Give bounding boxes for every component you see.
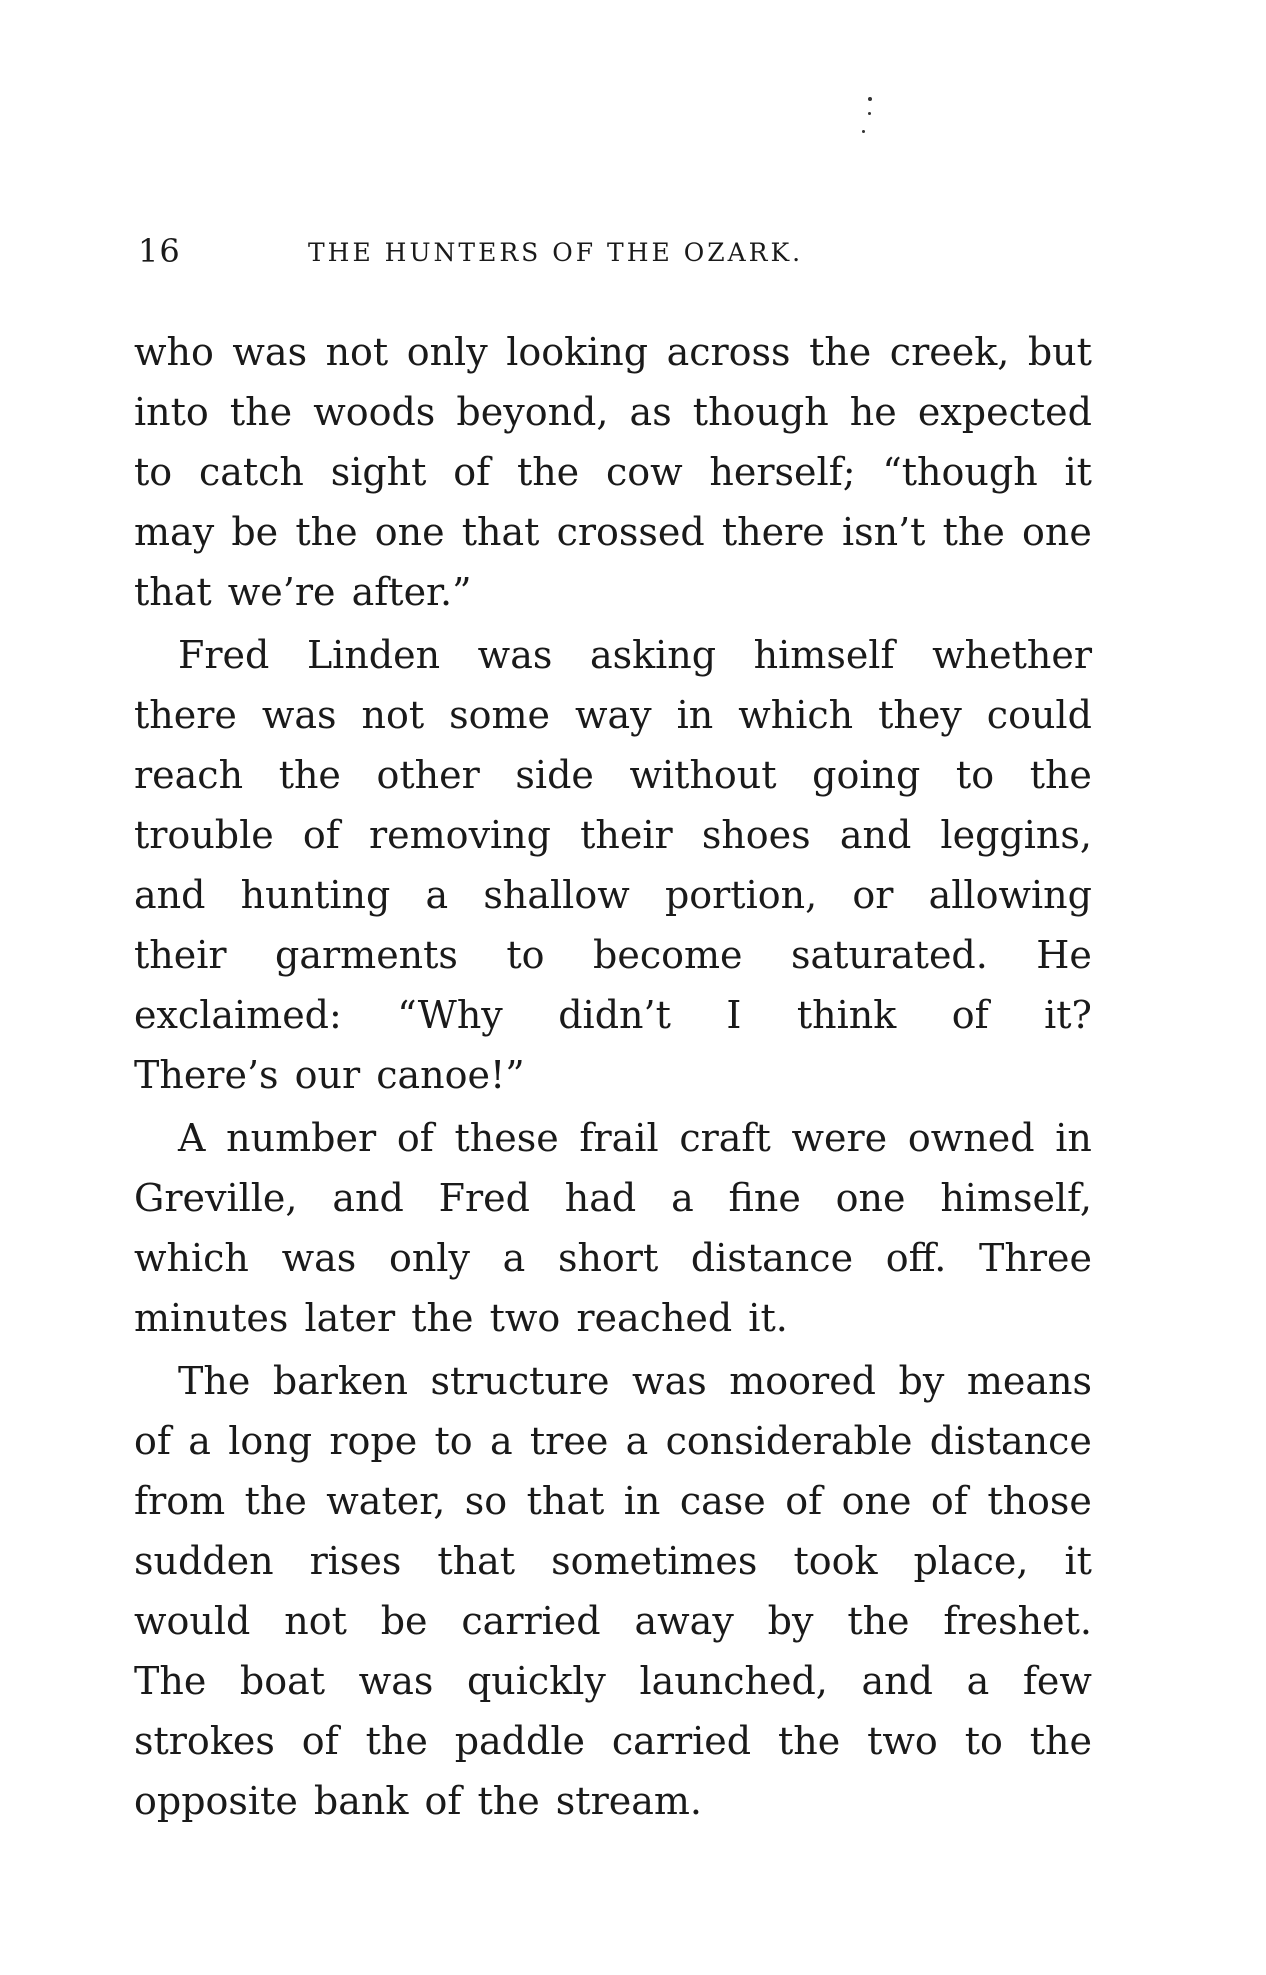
- word: isn’t: [841, 510, 926, 554]
- text-line: There’s our canoe!”: [134, 1053, 525, 1097]
- word: to: [955, 753, 995, 797]
- word: reach: [134, 753, 244, 797]
- word: though: [692, 390, 829, 434]
- print-speck: [868, 97, 872, 101]
- word: the: [778, 1719, 841, 1763]
- word: himself: [753, 633, 895, 677]
- word: exclaimed:: [134, 993, 342, 1037]
- word: there: [721, 510, 825, 554]
- word: in: [676, 693, 714, 737]
- word: the: [1029, 1719, 1092, 1763]
- word: of: [301, 1719, 339, 1763]
- text-line: [134, 865, 1092, 925]
- paragraph: [134, 322, 1092, 622]
- word: he: [849, 390, 897, 434]
- text-line: [134, 1108, 1092, 1168]
- word: going: [812, 753, 921, 797]
- word: quickly: [466, 1659, 606, 1703]
- text-line: [134, 985, 1092, 1045]
- word: a: [625, 1419, 649, 1463]
- word: a: [489, 1419, 513, 1463]
- text-line: [134, 322, 1092, 382]
- word: I: [726, 993, 742, 1037]
- word: carried: [461, 1599, 601, 1643]
- text-line: [134, 805, 1092, 865]
- word: distance: [690, 1236, 854, 1280]
- word: himself,: [940, 1176, 1092, 1220]
- word: one: [835, 1176, 906, 1220]
- text-line: [134, 1711, 1092, 1771]
- word: of: [785, 1479, 823, 1523]
- word: their: [134, 933, 227, 977]
- word: beyond,: [456, 390, 609, 434]
- word: number: [226, 1116, 377, 1160]
- word: the: [278, 753, 341, 797]
- text-line: [134, 1531, 1092, 1591]
- word: off.: [885, 1236, 947, 1280]
- word: A: [178, 1116, 206, 1160]
- word: “though: [882, 450, 1038, 494]
- word: few: [1022, 1659, 1092, 1703]
- word: there: [134, 693, 237, 737]
- word: was: [232, 330, 308, 374]
- word: He: [1036, 933, 1092, 977]
- word: rises: [309, 1539, 402, 1583]
- text-line: [134, 1651, 1092, 1711]
- word: paddle: [454, 1719, 585, 1763]
- word: of: [453, 450, 491, 494]
- word: it: [1064, 1539, 1092, 1583]
- word: not: [361, 693, 425, 737]
- word: which: [738, 693, 854, 737]
- word: freshet.: [943, 1599, 1092, 1643]
- word: crossed: [556, 510, 705, 554]
- word: as: [629, 390, 672, 434]
- word: not: [325, 330, 389, 374]
- text-line: [134, 1228, 1092, 1288]
- word: removing: [369, 813, 551, 857]
- word: of: [302, 813, 340, 857]
- word: long: [228, 1419, 313, 1463]
- word: owned: [907, 1116, 1035, 1160]
- text-line: [134, 1471, 1092, 1531]
- word: The: [134, 1659, 207, 1703]
- word: the: [1029, 753, 1092, 797]
- word: barken: [272, 1359, 408, 1403]
- word: didn’t: [558, 993, 671, 1037]
- word: but: [1027, 330, 1092, 374]
- word: of: [396, 1116, 434, 1160]
- word: had: [564, 1176, 637, 1220]
- page-number: 16: [138, 232, 181, 270]
- text-line: [134, 502, 1092, 562]
- word: it: [1064, 450, 1092, 494]
- word: and: [332, 1176, 404, 1220]
- word: be: [380, 1599, 428, 1643]
- word: a: [425, 873, 449, 917]
- word: of: [134, 1419, 171, 1463]
- word: catch: [198, 450, 304, 494]
- word: water,: [326, 1479, 446, 1523]
- word: Linden: [306, 633, 441, 677]
- paragraph: [134, 625, 1092, 1105]
- running-title: THE HUNTERS OF THE OZARK.: [308, 238, 804, 267]
- word: tree: [529, 1419, 609, 1463]
- word: was: [477, 633, 553, 677]
- word: was: [358, 1659, 434, 1703]
- text-line: minutes later the two reached it.: [134, 1296, 788, 1340]
- text-line: [134, 382, 1092, 442]
- word: asking: [589, 633, 717, 677]
- word: garments: [275, 933, 458, 977]
- word: leggins,: [940, 813, 1092, 857]
- word: be: [231, 510, 279, 554]
- word: only: [388, 1236, 470, 1280]
- word: which: [134, 1236, 249, 1280]
- word: to: [434, 1419, 473, 1463]
- word: shoes: [701, 813, 811, 857]
- word: was: [632, 1359, 707, 1403]
- word: carried: [611, 1719, 752, 1763]
- word: to: [964, 1719, 1003, 1763]
- word: of: [951, 993, 989, 1037]
- word: that: [437, 1539, 516, 1583]
- word: whether: [932, 633, 1092, 677]
- word: a: [966, 1659, 990, 1703]
- word: shallow: [483, 873, 630, 917]
- word: the: [809, 330, 872, 374]
- word: structure: [430, 1359, 610, 1403]
- word: short: [557, 1236, 659, 1280]
- word: and: [861, 1659, 933, 1703]
- word: become: [593, 933, 743, 977]
- word: think: [796, 993, 897, 1037]
- text-line: [134, 442, 1092, 502]
- word: “Why: [397, 993, 503, 1037]
- word: Greville,: [134, 1176, 298, 1220]
- word: boat: [239, 1659, 326, 1703]
- word: the: [847, 1599, 910, 1643]
- word: these: [454, 1116, 559, 1160]
- word: creek,: [889, 330, 1010, 374]
- word: not: [284, 1599, 347, 1643]
- word: means: [966, 1359, 1092, 1403]
- page-header: [132, 232, 1092, 272]
- word: into: [134, 390, 209, 434]
- word: would: [134, 1599, 251, 1643]
- word: of: [930, 1479, 968, 1523]
- word: that: [461, 510, 540, 554]
- word: from: [134, 1479, 226, 1523]
- word: to: [506, 933, 545, 977]
- word: sometimes: [551, 1539, 758, 1583]
- text-line: [134, 1351, 1092, 1411]
- word: a: [188, 1419, 211, 1463]
- word: was: [261, 693, 337, 737]
- word: fine: [728, 1176, 801, 1220]
- word: The: [178, 1359, 251, 1403]
- word: sudden: [134, 1539, 274, 1583]
- word: the: [365, 1719, 428, 1763]
- word: Fred: [178, 633, 270, 677]
- print-speck: [862, 130, 865, 133]
- word: to: [134, 450, 173, 494]
- word: some: [449, 693, 551, 737]
- text-line: [134, 1411, 1092, 1471]
- text-line: that we’re after.”: [134, 570, 472, 614]
- word: considerable: [665, 1419, 913, 1463]
- word: the: [516, 450, 580, 494]
- text-line: [134, 745, 1092, 805]
- word: side: [515, 753, 594, 797]
- word: that: [526, 1479, 605, 1523]
- word: Fred: [438, 1176, 530, 1220]
- word: may: [134, 510, 215, 554]
- word: could: [986, 693, 1092, 737]
- text-line: [134, 685, 1092, 745]
- word: place,: [913, 1539, 1029, 1583]
- word: one: [841, 1479, 912, 1523]
- word: and: [839, 813, 912, 857]
- word: two: [867, 1719, 938, 1763]
- word: away: [634, 1599, 734, 1643]
- word: by: [898, 1359, 945, 1403]
- word: launched,: [639, 1659, 828, 1703]
- word: their: [580, 813, 673, 857]
- word: way: [574, 693, 652, 737]
- word: were: [791, 1116, 888, 1160]
- text-line: [134, 625, 1092, 685]
- word: craft: [679, 1116, 771, 1160]
- word: a: [671, 1176, 694, 1220]
- word: allowing: [928, 873, 1092, 917]
- print-speck: [868, 112, 871, 115]
- word: across: [666, 330, 791, 374]
- word: by: [767, 1599, 814, 1643]
- word: rope: [329, 1419, 418, 1463]
- word: hunting: [240, 873, 391, 917]
- word: looking: [506, 330, 649, 374]
- text-line: [134, 925, 1092, 985]
- word: in: [623, 1479, 661, 1523]
- word: case: [679, 1479, 766, 1523]
- word: a: [502, 1236, 526, 1280]
- word: one: [374, 510, 445, 554]
- word: other: [376, 753, 480, 797]
- word: cow: [605, 450, 683, 494]
- word: or: [852, 873, 894, 917]
- text-line: [134, 1591, 1092, 1651]
- word: saturated.: [790, 933, 988, 977]
- word: strokes: [134, 1719, 275, 1763]
- paragraph: [134, 1108, 1092, 1348]
- word: without: [629, 753, 777, 797]
- word: so: [464, 1479, 508, 1523]
- word: woods: [313, 390, 436, 434]
- word: expected: [917, 390, 1092, 434]
- word: in: [1055, 1116, 1092, 1160]
- word: moored: [729, 1359, 877, 1403]
- text-line: opposite bank of the stream.: [134, 1779, 702, 1823]
- word: took: [793, 1539, 878, 1583]
- word: frail: [579, 1116, 659, 1160]
- word: sight: [330, 450, 427, 494]
- text-line: [134, 1168, 1092, 1228]
- word: the: [295, 510, 358, 554]
- word: the: [229, 390, 293, 434]
- word: and: [134, 873, 206, 917]
- paragraph: [134, 1351, 1092, 1831]
- word: trouble: [134, 813, 274, 857]
- word: herself;: [709, 450, 856, 494]
- word: was: [281, 1236, 357, 1280]
- word: they: [878, 693, 962, 737]
- word: those: [987, 1479, 1092, 1523]
- word: distance: [929, 1419, 1092, 1463]
- word: one: [1022, 510, 1092, 554]
- word: the: [942, 510, 1005, 554]
- word: only: [406, 330, 488, 374]
- word: portion,: [664, 873, 818, 917]
- word: it?: [1044, 993, 1092, 1037]
- word: the: [244, 1479, 307, 1523]
- word: Three: [979, 1236, 1092, 1280]
- body-text: [134, 322, 1092, 1834]
- word: who: [134, 330, 214, 374]
